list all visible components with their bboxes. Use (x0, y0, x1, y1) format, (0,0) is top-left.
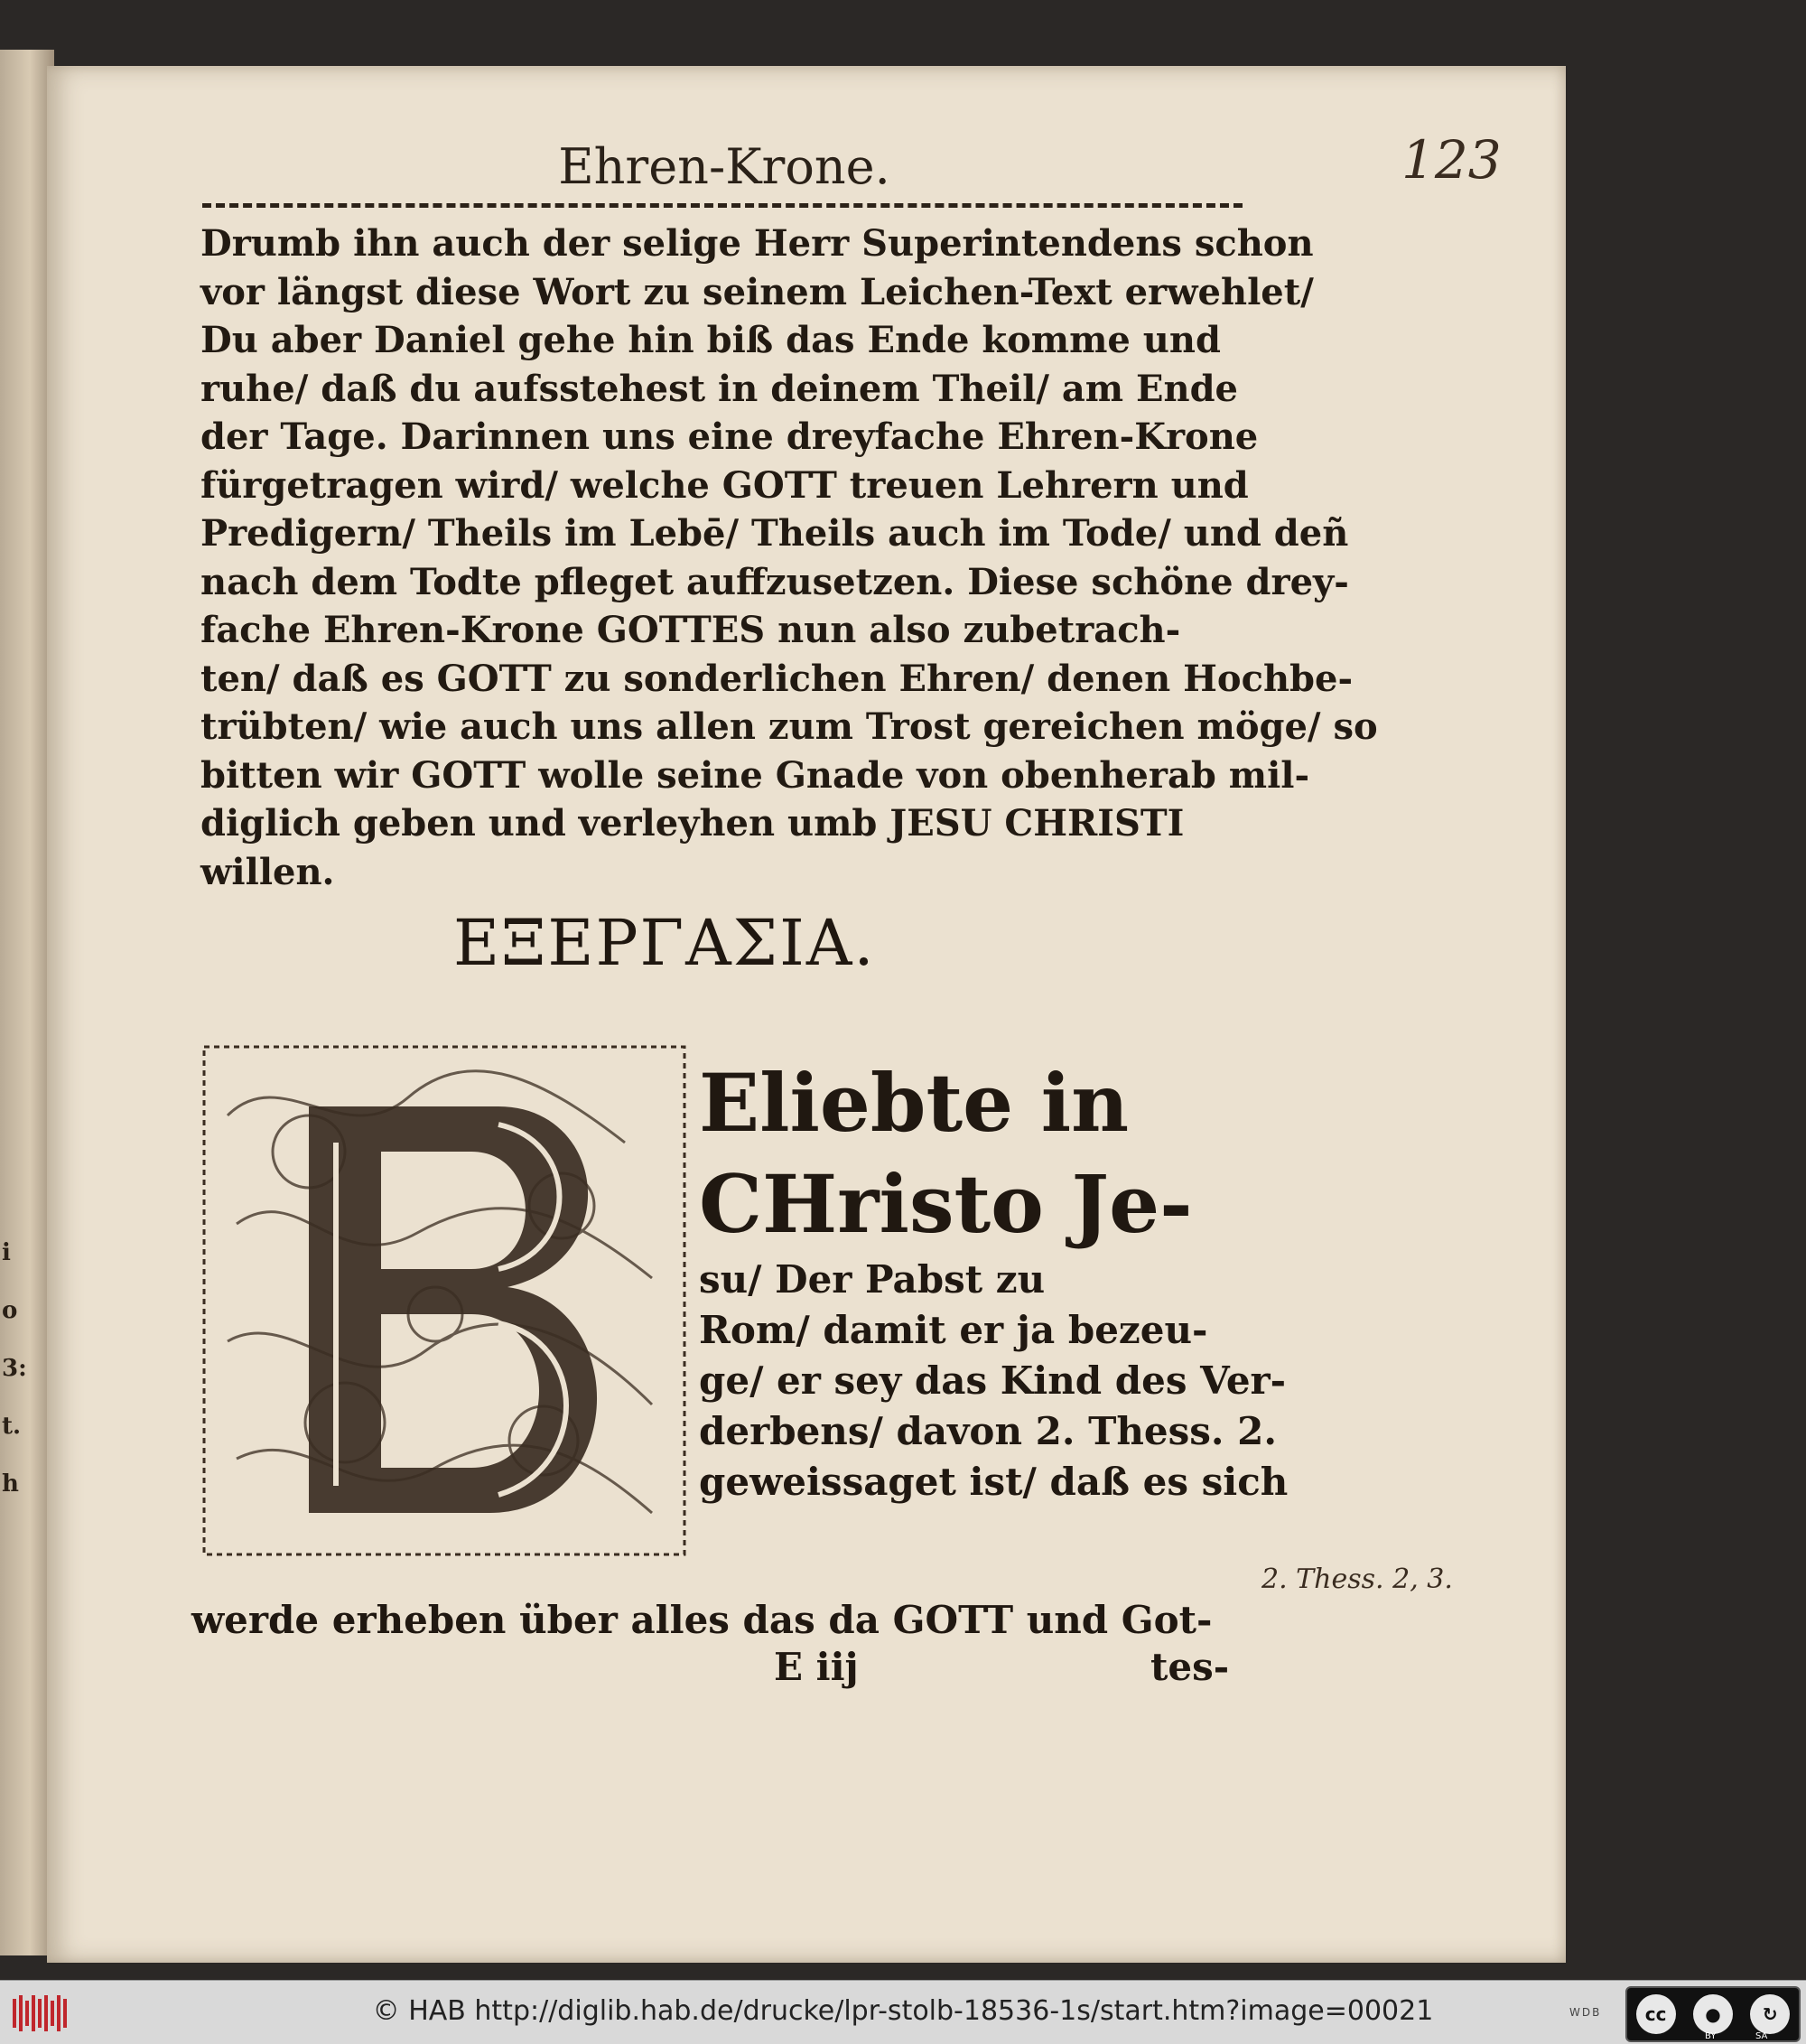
continuation-line: werde erheben über alles das da GOTT und Got- (191, 1598, 1213, 1642)
body-text (200, 219, 1378, 896)
by-icon: ● (1693, 1994, 1733, 2034)
ornamental-initial-b-icon (200, 1043, 688, 1558)
initial-line: su/ Der Pabst zu (699, 1257, 1046, 1302)
text-line: Du aber Daniel gehe hin biß das Ende komme und (200, 319, 1221, 361)
margin-note: 2. Thess. 2, 3. (1261, 1563, 1453, 1595)
left-page-edge (0, 50, 54, 1955)
initial-line: ge/ er sey das Kind des Ver- (699, 1358, 1287, 1403)
left-page-fragments (2, 1224, 29, 1513)
text-line: bitten wir GOTT wolle seine Gnade von obenherab mil- (200, 753, 1310, 797)
text-line: der Tage. Darinnen uns eine dreyfache Ehren-Krone (200, 415, 1259, 458)
text-line: fürgetragen wird/ welche GOTT treuen Lehrern und (200, 463, 1249, 507)
copyright-link[interactable]: © HAB http://diglib.hab.de/drucke/lpr-stolb-18536-1s/start.htm?image=00021 (372, 1995, 1434, 2027)
text-line: willen. (200, 850, 335, 893)
text-line: Drumb ihn auch der selige Herr Superintendens schon (200, 222, 1314, 265)
text-line: vor längst diese Wort zu seinem Leichen-Text erwehlet/ (200, 270, 1314, 313)
text-line: ruhe/ daß du aufsstehest in deinem Theil/ am Ende (200, 367, 1239, 410)
text-line: diglich geben und verleyhen umb JESU CHRISTI (200, 802, 1185, 845)
header-rule (202, 203, 1243, 208)
fragment: o (2, 1297, 18, 1324)
fragment: h (2, 1470, 19, 1498)
initial-line: Eliebte in (699, 1056, 1130, 1150)
page-number: 123 (1401, 129, 1502, 191)
cc-license-badge[interactable] (1625, 1986, 1801, 2042)
sa-icon: ↻ (1750, 1994, 1790, 2034)
catchword: tes- (1150, 1645, 1230, 1689)
sa-label: SA (1755, 2031, 1768, 2041)
section-heading: ΕΞΕΡΓΑΣΙΑ. (453, 906, 876, 980)
initial-line: Rom/ damit er ja bezeu- (699, 1308, 1208, 1352)
initial-line: geweissaget ist/ daß es sich (699, 1460, 1289, 1504)
text-line: ten/ daß es GOTT zu sonderlichen Ehren/ denen Hochbe- (200, 657, 1354, 700)
wdb-label: WDB (1569, 2006, 1602, 2019)
fragment: t. (2, 1413, 22, 1440)
decorated-initial (200, 1043, 688, 1558)
initial-line: derbens/ davon 2. Thess. 2. (699, 1409, 1277, 1453)
book-page (47, 66, 1566, 1963)
text-line: fache Ehren-Krone GOTTES nun also zubetrach- (200, 609, 1181, 651)
by-label: BY (1705, 2031, 1717, 2041)
text-line: trübten/ wie auch uns allen zum Trost gereichen möge/ so (200, 705, 1378, 748)
viewer-footer (0, 1980, 1806, 2044)
text-line: nach dem Todte pfleget auffzusetzen. Diese schöne drey- (200, 560, 1349, 603)
fragment: i (2, 1239, 11, 1266)
running-head: Ehren-Krone. (558, 138, 890, 195)
text-line: Predigern/ Theils im Lebē/ Theils auch im Tode/ und deñ (200, 512, 1349, 555)
cc-icon: cc (1636, 1994, 1676, 2034)
signature-mark: E iij (774, 1645, 859, 1689)
initial-text (699, 1052, 1289, 1507)
fragment: 3: (2, 1355, 27, 1382)
initial-line: CHristo Je- (699, 1157, 1193, 1251)
